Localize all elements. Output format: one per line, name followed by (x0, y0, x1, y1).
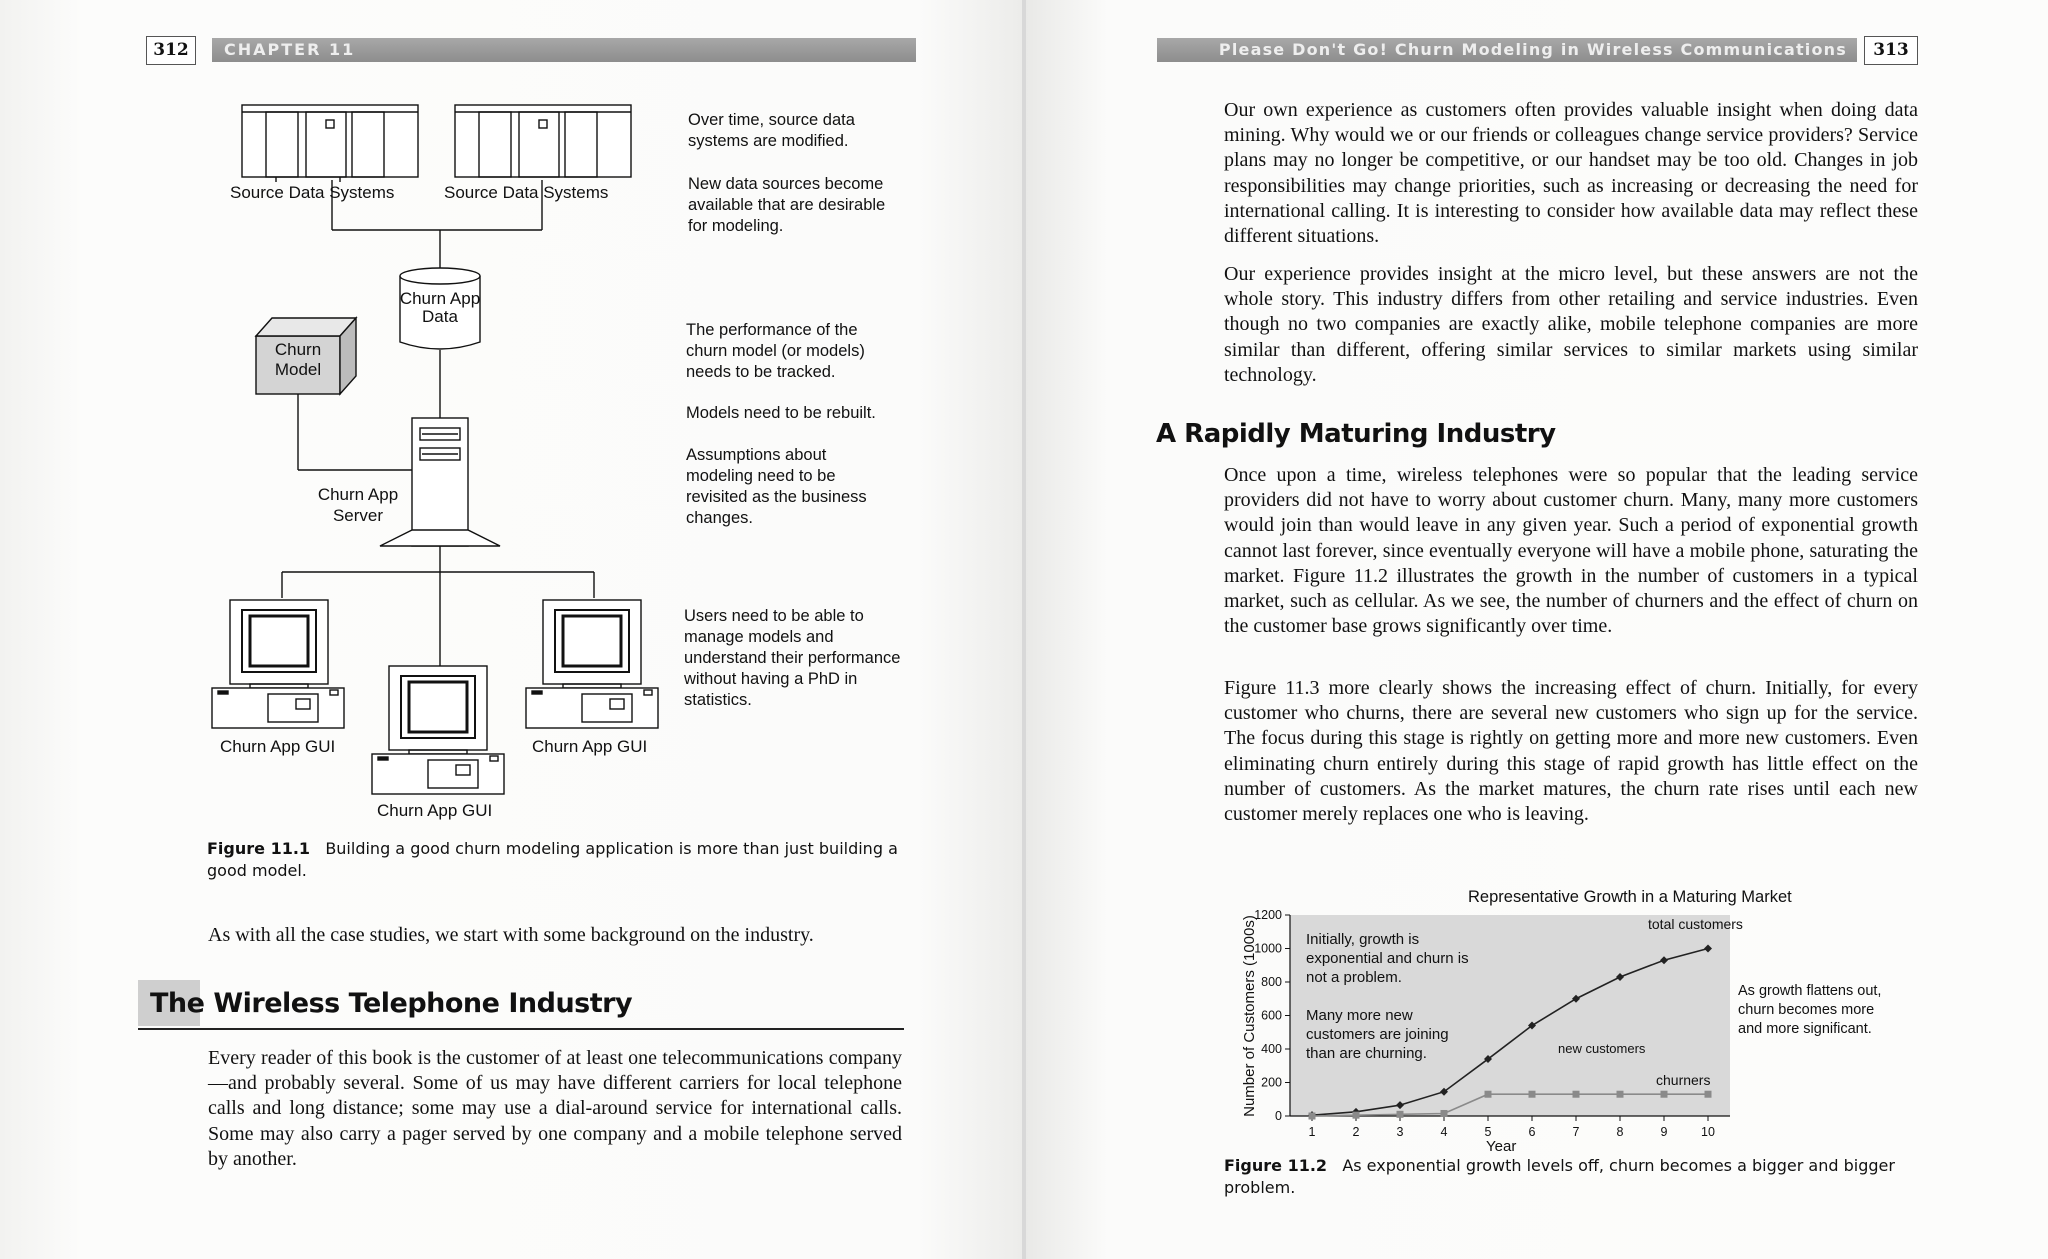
annotation-flattens: As growth flattens out, churn becomes more and more significant. (1738, 983, 1882, 1037)
diagram-note-2: New data sources become available that are desirable for modeling. (688, 175, 886, 235)
paragraph-2: Our experience provides insight at the micro level, but these answers are not the whole story. This industry differs from other retailing and service industries. Even though no two companies are exactly alike, mobile telephone companies are more similar than different, offering similar services to similar markets using similar technology. (1224, 263, 1918, 386)
data-point-churners (1353, 1112, 1360, 1119)
section-heading: A Rapidly Maturing Industry (1156, 419, 1556, 449)
chart-title: Representative Growth in a Maturing Market (1468, 888, 1792, 906)
caption-label: Figure 11.1 (207, 839, 311, 858)
figure-11-2-caption (1224, 1155, 1934, 1199)
data-point-churners (1397, 1111, 1404, 1118)
annotation-many-more: Many more new customers are joining than are churning. (1306, 1007, 1449, 1062)
y-tick-label: 800 (1261, 975, 1282, 989)
label-churn-app-gui-right: Churn App GUI (532, 737, 648, 756)
diagram-note-6: Users need to be able to manage models and understand their performance without having a PhD in statistics. (684, 607, 901, 709)
data-point-churners (1705, 1091, 1712, 1098)
y-tick-label: 1000 (1254, 941, 1282, 956)
x-tick-label: 4 (1440, 1125, 1448, 1139)
diagram-note-5: Assumptions about modeling need to be revisited as the business changes. (686, 446, 867, 527)
x-tick-label: 6 (1528, 1125, 1536, 1139)
series-label-churners: churners (1656, 1072, 1711, 1088)
caption-label: Figure 11.2 (1224, 1156, 1328, 1175)
x-tick-label: 5 (1484, 1125, 1492, 1139)
x-tick-label: 2 (1352, 1125, 1360, 1139)
churn-app-gui-left-computer-icon (212, 600, 344, 728)
paragraph-1: Our own experience as customers often provides valuable insight when doing data mining. Why would we or our friends or colleagues change service providers? Service plans may no longer be competitive, or our handset may be too old. Changes in job responsibilities may change priorities, such as increasing or decreasing the need for international calling. It is interesting to consider how available data may reflect these different situations. (1224, 99, 1918, 248)
section-heading: The Wireless Telephone Industry (150, 988, 633, 1019)
data-point-churners (1529, 1091, 1536, 1098)
growth-chart (1196, 878, 1936, 1160)
running-head: Please Don't Go! Churn Modeling in Wireless Communications (1157, 38, 1857, 62)
y-tick-label: 600 (1261, 1008, 1282, 1023)
diagram-note-3: The performance of the churn model (or models) needs to be tracked. (686, 321, 865, 381)
page-number: 312 (146, 36, 196, 65)
data-point-churners (1441, 1110, 1448, 1117)
churn-app-gui-right-computer-icon (526, 600, 658, 728)
left-page (0, 0, 1022, 1259)
data-point-churners (1485, 1091, 1492, 1098)
churn-app-gui-center-computer-icon (372, 666, 504, 794)
x-tick-label: 9 (1660, 1125, 1668, 1139)
figure-11-1-caption (207, 838, 907, 882)
diagram-note-1: Over time, source data systems are modified. (688, 111, 855, 150)
y-tick-label: 200 (1261, 1075, 1282, 1090)
annotation-initial: Initially, growth is exponential and churn is not a problem. (1306, 931, 1469, 986)
diagram-note-4: Models need to be rebuilt. (686, 404, 876, 422)
source-data-systems-2-icon (455, 105, 631, 177)
y-tick-label: 1200 (1254, 908, 1282, 922)
intro-paragraph: As with all the case studies, we start with some background on the industry. (208, 924, 814, 946)
section-paragraph-1: Once upon a time, wireless telephones were so popular that the leading service providers did not have to worry about customer churn. Many, many more customers would join than would leave in any given year. Such a period of exponential growth cannot last forever, since eventually everyone will have a mobile phone, saturating the market. Figure 11.2 illustrates the growth in the number of customers in a typical market, such as cellular. As we see, the number of churners and the effect of churn on the customer base grows significantly over time. (1224, 464, 1918, 638)
x-tick-label: 8 (1616, 1125, 1624, 1139)
label-churn-app-gui-left: Churn App GUI (220, 737, 336, 756)
label-churn-app-server: Churn App Server (317, 485, 399, 525)
caption-text: As exponential growth levels off, churn becomes a bigger and bigger problem. (1224, 1156, 1895, 1197)
annotation-new-customers: new customers (1558, 1041, 1646, 1056)
chart-xlabel: Year (1486, 1138, 1517, 1155)
section-paragraph-2: Figure 11.3 more clearly shows the increasing effect of churn. Initially, for every customer who churns, there are several new customers who sign up for the service. The focus during this stage is rightly on getting more and more new customers. Even eliminating churn entirely during this stage of rapid growth has little effect on the number of customers. As the market matures, the churn rate rises until each new customer merely replaces one who is leaving. (1224, 677, 1918, 826)
x-tick-label: 1 (1308, 1125, 1316, 1139)
body-paragraph: Every reader of this book is the customer of at least one telecommunications company—and probably several. Some of us may have different carriers for local telephone calls and long distance; some may use a dial-around service for international calls. Some may also carry a pager served by one company and a mobile telephone served by another. (208, 1047, 902, 1170)
source-data-systems-1-icon (242, 105, 418, 182)
caption-text: Building a good churn modeling application is more than just building a good model. (207, 839, 898, 880)
x-tick-label: 7 (1572, 1125, 1580, 1139)
y-tick-label: 400 (1261, 1042, 1282, 1056)
label-churn-app-gui-center: Churn App GUI (377, 801, 493, 820)
series-label-total-customers: total customers (1648, 916, 1743, 932)
data-point-churners (1573, 1091, 1580, 1098)
label-source-data-systems-2: Source Data Systems (444, 183, 609, 202)
running-head: CHAPTER 11 (212, 38, 916, 62)
y-tick-label: 0 (1275, 1109, 1282, 1123)
right-page (1026, 0, 2048, 1259)
label-source-data-systems-1: Source Data Systems (230, 183, 395, 202)
data-point-churners (1617, 1091, 1624, 1098)
data-point-churners (1661, 1091, 1668, 1098)
section-heading-bar (138, 980, 904, 1030)
chart-ylabel: Number of Customers (1000s) (1241, 915, 1258, 1117)
label-churn-app-data: Churn App Data (399, 290, 481, 326)
data-point-churners (1309, 1113, 1316, 1120)
page-number: 313 (1864, 36, 1918, 65)
label-churn-model: Churn Model (274, 340, 322, 379)
x-tick-label: 10 (1701, 1125, 1715, 1139)
x-tick-label: 3 (1396, 1125, 1404, 1139)
